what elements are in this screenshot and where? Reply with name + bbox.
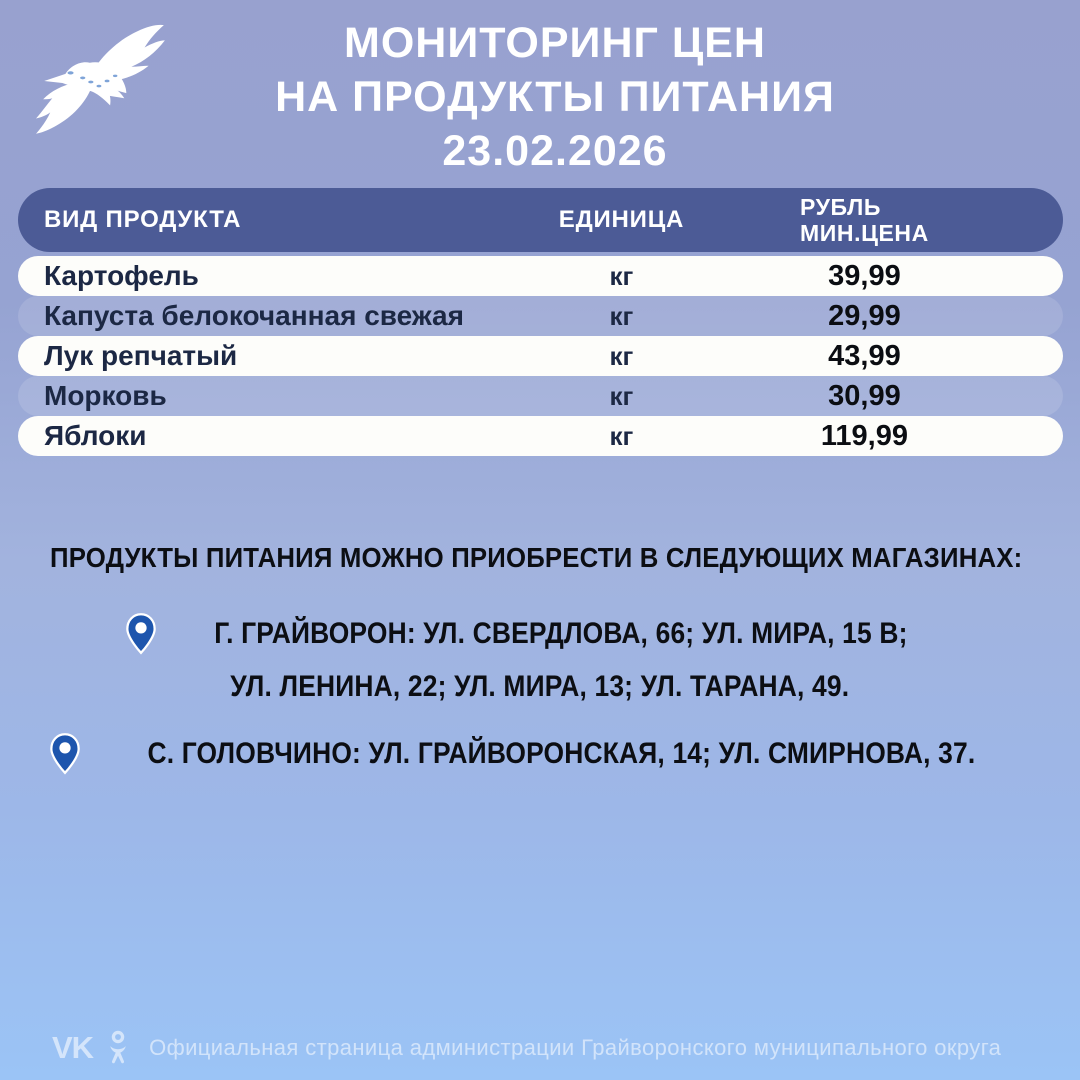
- vk-icon: VK: [52, 1030, 94, 1065]
- title-line-1: МОНИТОРИНГ ЦЕН: [344, 19, 766, 67]
- product-unit: кг: [609, 260, 634, 291]
- table-row: [18, 376, 1063, 416]
- title-line-3: 23.02.2026: [442, 127, 668, 175]
- shop-location-golovchino: [0, 732, 1080, 776]
- footer-caption: Официальная страница администрации Грайворонского муниципального округа: [149, 1035, 1002, 1060]
- product-unit: кг: [609, 300, 634, 331]
- product-name: Картофель: [44, 260, 199, 291]
- column-header-product: ВИД ПРОДУКТА: [44, 206, 242, 233]
- location-pin-icon: [49, 732, 81, 776]
- table-header: [18, 188, 1063, 252]
- ok-icon: [107, 1030, 129, 1066]
- shop-location-grayvoron: [0, 612, 1080, 704]
- product-unit: кг: [609, 380, 634, 411]
- address-line: С. ГОЛОВЧИНО: УЛ. ГРАЙВОРОНСКАЯ, 14; УЛ. СМИРНОВА, 37.: [147, 737, 975, 770]
- product-name: Морковь: [44, 380, 167, 411]
- product-unit: кг: [609, 340, 634, 371]
- product-price: 119,99: [820, 419, 908, 452]
- product-price: 43,99: [828, 339, 901, 372]
- product-name: Капуста белокочанная свежая: [44, 300, 464, 331]
- product-name: Лук репчатый: [44, 340, 238, 371]
- product-unit: кг: [609, 420, 634, 451]
- address-line: Г. ГРАЙВОРОН: УЛ. СВЕРДЛОВА, 66; УЛ. МИРА, 15 В;: [214, 617, 908, 650]
- table-row: [18, 296, 1063, 336]
- footer: [52, 1030, 1001, 1066]
- title-line-2: НА ПРОДУКТЫ ПИТАНИЯ: [275, 73, 835, 121]
- table-row: [18, 416, 1063, 456]
- product-price: 29,99: [828, 299, 901, 332]
- page-title: [40, 16, 1070, 178]
- product-price: 39,99: [828, 259, 901, 292]
- product-name: Яблоки: [44, 420, 147, 451]
- table-row: [18, 256, 1063, 296]
- table-row: [18, 336, 1063, 376]
- shops-heading: ПРОДУКТЫ ПИТАНИЯ МОЖНО ПРИОБРЕСТИ В СЛЕДУЮЩИХ МАГАЗИНАХ:: [50, 542, 1023, 573]
- address-line: УЛ. ЛЕНИНА, 22; УЛ. МИРА, 13; УЛ. ТАРАНА, 49.: [230, 670, 850, 703]
- location-pin-icon: [125, 612, 157, 656]
- column-header-price: РУБЛЬ МИН.ЦЕНА: [799, 194, 929, 246]
- column-header-unit: ЕДИНИЦА: [558, 206, 685, 233]
- product-price: 30,99: [828, 379, 901, 412]
